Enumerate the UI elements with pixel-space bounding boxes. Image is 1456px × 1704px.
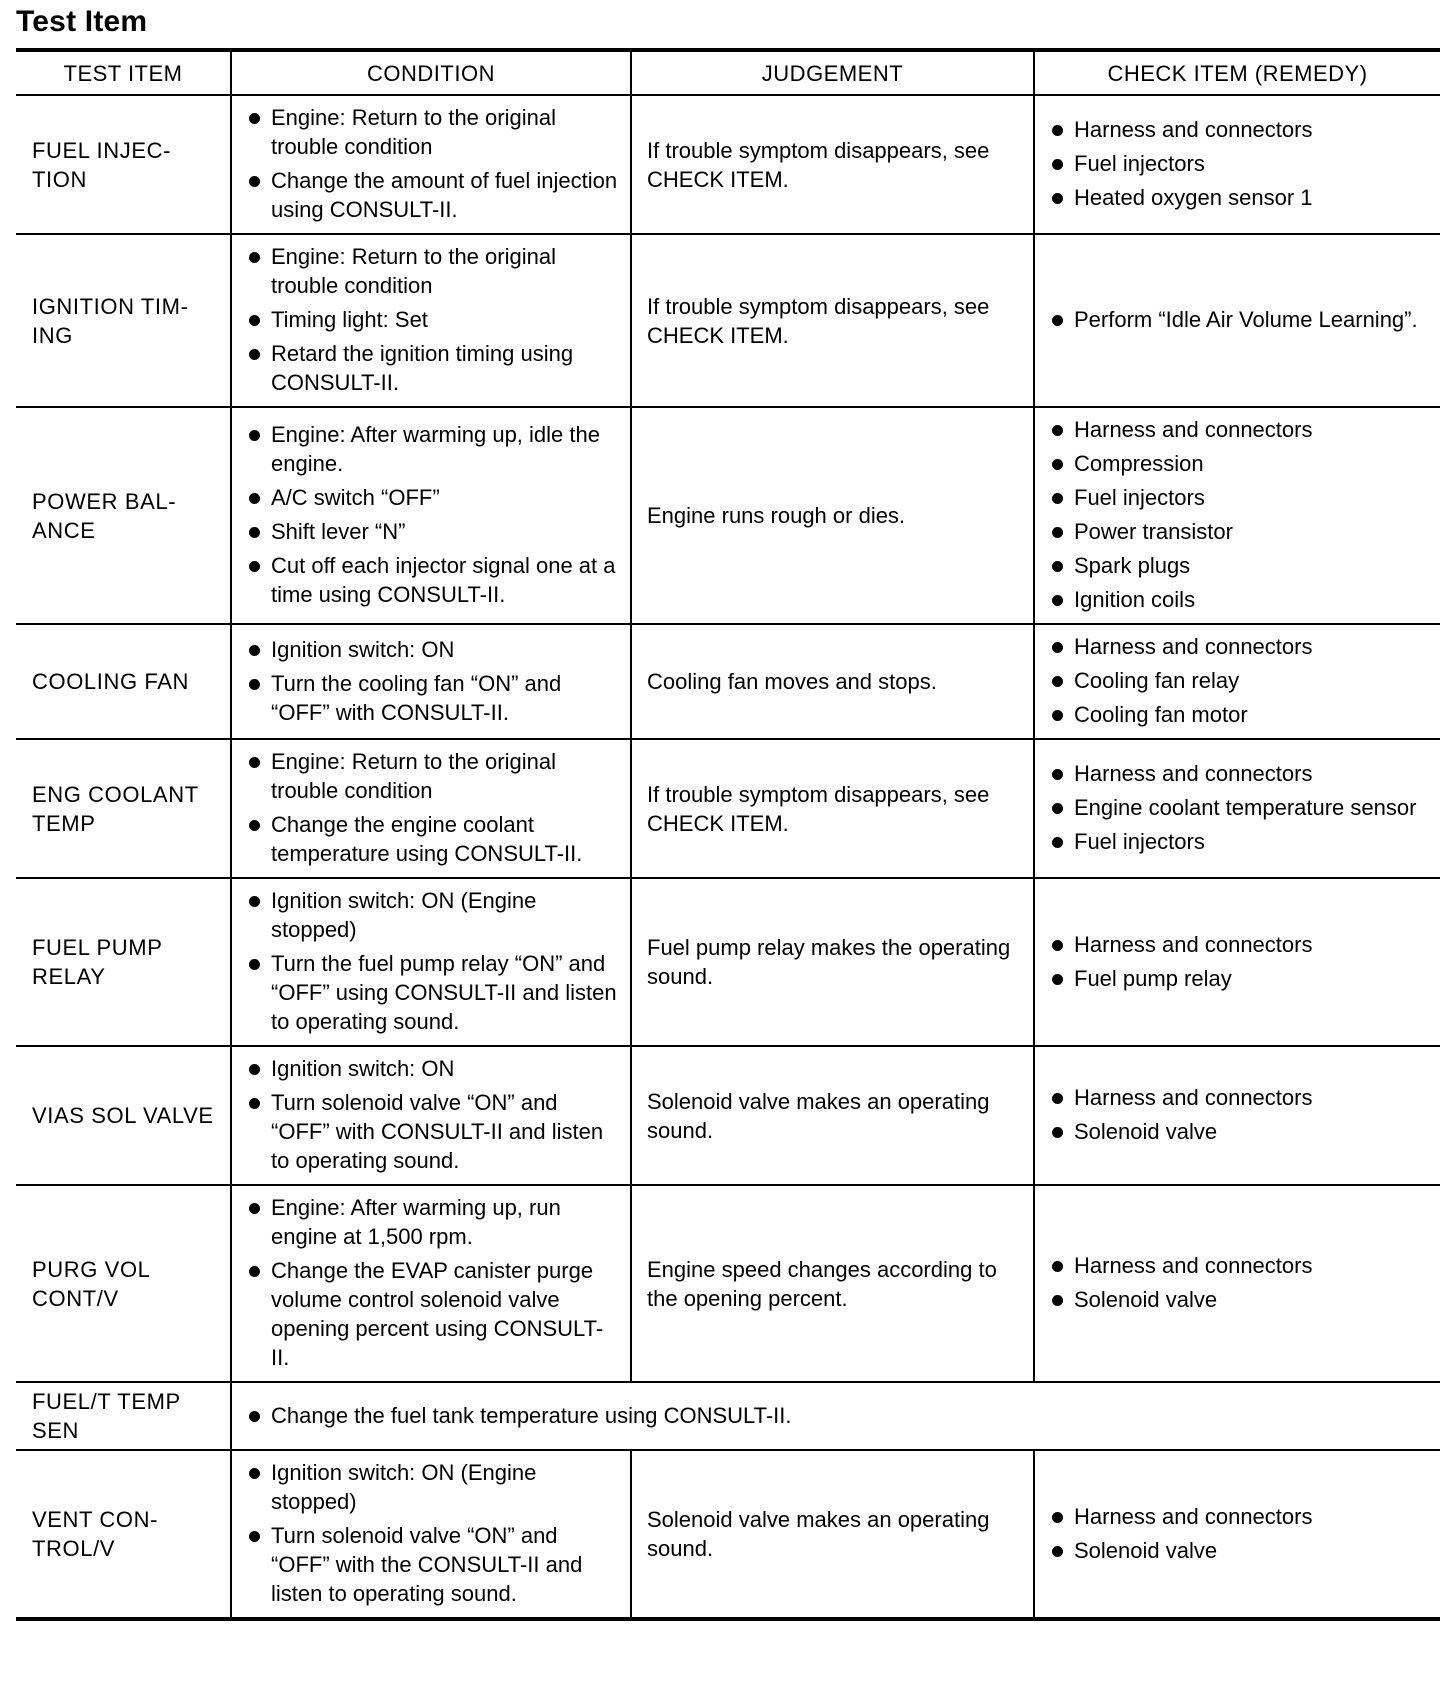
- check-bullet: Solenoid valve: [1050, 1536, 1428, 1565]
- condition-bullet: Turn solenoid valve “ON” and “OFF” with CONSULT-II and listen to operating sound.: [247, 1088, 618, 1175]
- table-row: [16, 234, 1440, 407]
- condition-bullet: Cut off each injector signal one at a time using CONSULT-II.: [247, 551, 618, 609]
- table-row: [16, 878, 1440, 1046]
- condition-bullet: Engine: Return to the original trouble condition: [247, 747, 618, 805]
- condition-cell: [231, 1046, 631, 1185]
- page-title: Test Item: [16, 5, 148, 38]
- test-item-table: [16, 48, 1440, 1621]
- condition-bullet: Ignition switch: ON (Engine stopped): [247, 1458, 618, 1516]
- check-item-cell: [1034, 1046, 1440, 1185]
- check-bullet: Power transistor: [1050, 517, 1428, 546]
- condition-bullet: Timing light: Set: [247, 305, 618, 334]
- test-item-cell: PURG VOL CONT/V: [16, 1185, 231, 1382]
- test-item-cell: ENG COOLANT TEMP: [16, 739, 231, 878]
- condition-bullet: Change the fuel tank temperature using CONSULT-II.: [247, 1401, 1428, 1430]
- condition-bullet: Retard the ignition timing using CONSULT-II.: [247, 339, 618, 397]
- check-bullet: Cooling fan relay: [1050, 666, 1428, 695]
- judgement-cell: Engine runs rough or dies.: [631, 407, 1034, 624]
- judgement-cell: Engine speed changes according to the opening percent.: [631, 1185, 1034, 1382]
- condition-bullet: Ignition switch: ON (Engine stopped): [247, 886, 618, 944]
- check-bullet: Harness and connectors: [1050, 632, 1428, 661]
- check-bullet: Harness and connectors: [1050, 115, 1428, 144]
- check-bullet: Fuel injectors: [1050, 483, 1428, 512]
- check-item-cell: [1034, 624, 1440, 739]
- header-row: [16, 50, 1440, 95]
- check-bullet: Harness and connectors: [1050, 1502, 1428, 1531]
- judgement-cell: Fuel pump relay makes the operating sound.: [631, 878, 1034, 1046]
- condition-bullet: Engine: Return to the original trouble condition: [247, 242, 618, 300]
- table-row: [16, 95, 1440, 234]
- condition-cell: [231, 739, 631, 878]
- condition-bullet: Ignition switch: ON: [247, 1054, 618, 1083]
- check-bullet: Heated oxygen sensor 1: [1050, 183, 1428, 212]
- test-item-cell: POWER BAL-ANCE: [16, 407, 231, 624]
- check-bullet: Fuel injectors: [1050, 827, 1428, 856]
- table-row: [16, 1382, 1440, 1450]
- test-item-cell: VENT CON-TROL/V: [16, 1450, 231, 1619]
- check-bullet: Fuel injectors: [1050, 149, 1428, 178]
- condition-bullet: Engine: After warming up, idle the engine.: [247, 420, 618, 478]
- condition-bullet: Change the amount of fuel injection using CONSULT-II.: [247, 166, 618, 224]
- condition-cell: [231, 1185, 631, 1382]
- check-item-cell: [1034, 407, 1440, 624]
- condition-bullet: Shift lever “N”: [247, 517, 618, 546]
- condition-bullet: Engine: Return to the original trouble condition: [247, 103, 618, 161]
- condition-cell: [231, 1450, 631, 1619]
- check-bullet: Perform “Idle Air Volume Learning”.: [1050, 305, 1428, 334]
- check-bullet: Fuel pump relay: [1050, 964, 1428, 993]
- check-bullet: Cooling fan motor: [1050, 700, 1428, 729]
- condition-cell: [231, 624, 631, 739]
- check-item-cell: [1034, 1185, 1440, 1382]
- check-bullet: Solenoid valve: [1050, 1285, 1428, 1314]
- table-row: [16, 1046, 1440, 1185]
- condition-bullet: Turn solenoid valve “ON” and “OFF” with the CONSULT-II and listen to operating sound.: [247, 1521, 618, 1608]
- check-bullet: Harness and connectors: [1050, 1251, 1428, 1280]
- test-item-cell: IGNITION TIM-ING: [16, 234, 231, 407]
- check-item-cell: [1034, 234, 1440, 407]
- table-row: [16, 1450, 1440, 1619]
- condition-bullet: Change the engine coolant temperature using CONSULT-II.: [247, 810, 618, 868]
- condition-cell: [231, 234, 631, 407]
- test-item-cell: FUEL INJEC-TION: [16, 95, 231, 234]
- condition-cell: [231, 95, 631, 234]
- check-bullet: Harness and connectors: [1050, 930, 1428, 959]
- condition-bullet: Engine: After warming up, run engine at 1,500 rpm.: [247, 1193, 618, 1251]
- check-bullet: Spark plugs: [1050, 551, 1428, 580]
- check-item-cell: [1034, 739, 1440, 878]
- condition-cell: [231, 878, 631, 1046]
- check-bullet: Ignition coils: [1050, 585, 1428, 614]
- table-row: [16, 739, 1440, 878]
- judgement-cell: Solenoid valve makes an operating sound.: [631, 1046, 1034, 1185]
- judgement-cell: If trouble symptom disappears, see CHECK ITEM.: [631, 739, 1034, 878]
- condition-bullet: Turn the cooling fan “ON” and “OFF” with CONSULT-II.: [247, 669, 618, 727]
- condition-bullet: Change the EVAP canister purge volume control solenoid valve opening percent using CONSULT-II.: [247, 1256, 618, 1372]
- condition-bullet: A/C switch “OFF”: [247, 483, 618, 512]
- condition-bullet: Ignition switch: ON: [247, 635, 618, 664]
- check-bullet: Solenoid valve: [1050, 1117, 1428, 1146]
- check-bullet: Harness and connectors: [1050, 415, 1428, 444]
- judgement-cell: Solenoid valve makes an operating sound.: [631, 1450, 1034, 1619]
- check-item-cell: [1034, 878, 1440, 1046]
- check-bullet: Harness and connectors: [1050, 759, 1428, 788]
- condition-cell: [231, 1382, 1440, 1450]
- judgement-cell: If trouble symptom disappears, see CHECK ITEM.: [631, 234, 1034, 407]
- header-condition: CONDITION: [231, 50, 631, 95]
- check-item-cell: [1034, 95, 1440, 234]
- judgement-cell: If trouble symptom disappears, see CHECK ITEM.: [631, 95, 1034, 234]
- test-item-cell: FUEL PUMP RELAY: [16, 878, 231, 1046]
- judgement-cell: Cooling fan moves and stops.: [631, 624, 1034, 739]
- header-judgement: JUDGEMENT: [631, 50, 1034, 95]
- check-bullet: Harness and connectors: [1050, 1083, 1428, 1112]
- check-bullet: Compression: [1050, 449, 1428, 478]
- condition-cell: [231, 407, 631, 624]
- header-check-item: CHECK ITEM (REMEDY): [1034, 50, 1440, 95]
- table-row: [16, 1185, 1440, 1382]
- test-item-cell: FUEL/T TEMP SEN: [16, 1382, 231, 1450]
- check-bullet: Engine coolant temperature sensor: [1050, 793, 1428, 822]
- check-item-cell: [1034, 1450, 1440, 1619]
- condition-bullet: Turn the fuel pump relay “ON” and “OFF” using CONSULT-II and listen to operating sound.: [247, 949, 618, 1036]
- test-item-cell: COOLING FAN: [16, 624, 231, 739]
- table-row: [16, 407, 1440, 624]
- test-item-cell: VIAS SOL VALVE: [16, 1046, 231, 1185]
- table-row: [16, 624, 1440, 739]
- header-test-item: TEST ITEM: [16, 50, 231, 95]
